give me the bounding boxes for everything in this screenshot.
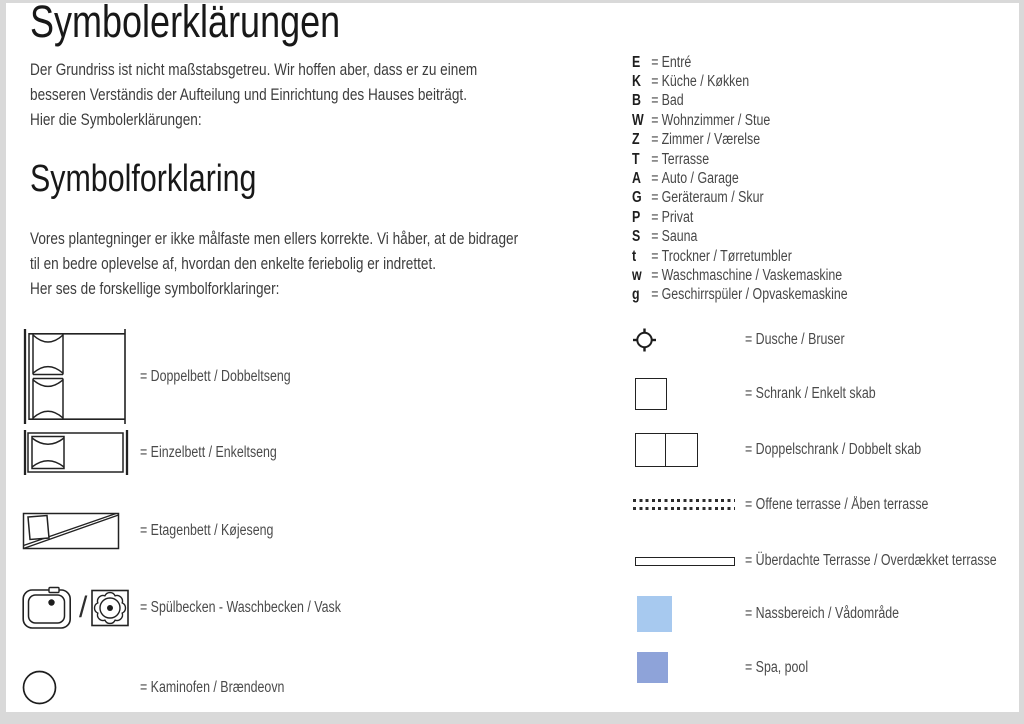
- equals-sign: =: [651, 208, 659, 226]
- symbol-cell: [632, 433, 745, 467]
- wood-stove-icon: [22, 670, 57, 705]
- letter-code-row-terrasse: [632, 150, 848, 169]
- code-letter: G: [632, 189, 642, 207]
- german-title: Symbolerklärungen: [30, 0, 341, 47]
- symbol-label: = Offene terrasse / Åben terrasse: [745, 495, 929, 513]
- symbol-cell: [22, 329, 140, 424]
- symbol-cell: [632, 378, 745, 410]
- code-label: Wohnzimmer / Stue: [661, 111, 771, 129]
- text-line: Vores plantegninger er ikke målfaste men ellers korrekte. Vi håber, at de bidrager: [30, 229, 519, 248]
- equals-sign: =: [651, 73, 659, 91]
- code-label: Geschirrspüler / Opvaskemaskine: [661, 286, 848, 304]
- single-bed-icon: [22, 430, 130, 475]
- letter-code-row-waschmaschine: [632, 266, 848, 285]
- code-letter: t: [632, 247, 637, 265]
- symbol-cell: [22, 670, 140, 705]
- symbol-cell: [22, 430, 140, 475]
- symbol-label: = Spa, pool: [745, 658, 809, 676]
- legend-row-wet-area: [632, 596, 938, 632]
- washbasin-icon: [91, 589, 129, 627]
- equals-sign: =: [651, 131, 659, 149]
- symbol-cell: [632, 652, 745, 683]
- code-letter: E: [632, 53, 641, 71]
- symbol-label: = Schrank / Enkelt skab: [745, 384, 876, 402]
- symbol-cell: [22, 586, 140, 630]
- symbol-cell: [632, 328, 745, 352]
- symbol-cell: [632, 596, 745, 632]
- legend-row-double-bed: [22, 329, 328, 424]
- wet-area-swatch: [637, 596, 672, 632]
- text-line: Der Grundriss ist nicht maßstabsgetreu. Wir hoffen aber, dass er zu einem: [30, 60, 478, 79]
- letter-code-row-entre: [632, 53, 848, 72]
- text-line: Her ses de forskellige symbolforklaringer:: [30, 279, 280, 298]
- letter-code-row-trockner: [632, 247, 848, 266]
- code-label: Auto / Garage: [661, 170, 739, 188]
- german-intro: [30, 57, 477, 132]
- legend-row-wood-stove: [22, 670, 321, 705]
- code-label: Geräteraum / Skur: [661, 189, 764, 207]
- symbol-label: = Spülbecken - Waschbecken / Vask: [140, 599, 341, 616]
- letter-code-row-bad: [632, 92, 848, 111]
- code-label: Küche / Køkken: [661, 73, 750, 91]
- legend-row-sink: [22, 586, 391, 630]
- bunk-bed-icon: [22, 512, 120, 550]
- code-label: Terrasse: [661, 150, 710, 168]
- code-letter: g: [632, 286, 640, 304]
- symbol-label: = Doppelbett / Dobbeltseng: [140, 367, 291, 385]
- code-label: Waschmaschine / Vaskemaskine: [661, 266, 843, 284]
- double-bed-icon: [22, 329, 129, 424]
- code-letter: T: [632, 150, 640, 168]
- equals-sign: =: [651, 189, 659, 207]
- code-label: Bad: [661, 92, 684, 110]
- code-letter: w: [632, 266, 642, 284]
- legend-row-bunk-bed: [22, 512, 307, 550]
- symbol-label: = Kaminofen / Brændeovn: [140, 678, 285, 696]
- symbol-cell: [22, 512, 140, 550]
- symbol-cell: [632, 557, 745, 566]
- letter-code-row-kueche: [632, 72, 848, 91]
- code-label: Entré: [661, 53, 692, 71]
- legend-row-open-terrace: [632, 495, 974, 513]
- equals-sign: =: [651, 92, 659, 110]
- danish-title: Symbolforklaring: [30, 158, 257, 200]
- text-line: til en bedre oplevelse af, hvordan den enkelte feriebolig er indrettet.: [30, 254, 436, 273]
- symbol-cell: [632, 499, 745, 510]
- equals-sign: =: [651, 228, 659, 246]
- code-letter: K: [632, 73, 641, 91]
- danish-intro: [30, 226, 518, 301]
- spa-pool-swatch: [637, 652, 668, 683]
- letter-code-row-privat: [632, 208, 848, 227]
- legend-row-spa-pool: [632, 652, 824, 683]
- code-letter: P: [632, 208, 641, 226]
- equals-sign: =: [651, 266, 659, 284]
- legend-row-single-cabinet: [632, 377, 908, 410]
- equals-sign: =: [651, 111, 659, 129]
- text-line: Hier die Symbolerklärungen:: [30, 110, 202, 129]
- symbol-label: = Überdachte Terrasse / Overdækket terrasse: [745, 552, 997, 569]
- legend-row-single-bed: [22, 430, 311, 475]
- legend-row-shower: [632, 328, 869, 352]
- code-letter: W: [632, 111, 644, 129]
- equals-sign: =: [651, 170, 659, 188]
- equals-sign: =: [651, 53, 659, 71]
- letter-code-row-geraeteraum: [632, 189, 848, 208]
- symbol-label: = Nassbereich / Vådområde: [745, 605, 900, 622]
- double-cabinet-icon: [635, 433, 698, 467]
- equals-sign: =: [651, 150, 659, 168]
- legend-row-double-cabinet: [632, 433, 965, 467]
- letter-code-row-geschirrspueler: [632, 286, 848, 305]
- code-letter: B: [632, 92, 641, 110]
- symbol-label: = Einzelbett / Enkeltseng: [140, 443, 277, 461]
- legend-row-covered-terrace: [632, 552, 1024, 570]
- letter-code-row-wohnzimmer: [632, 111, 848, 130]
- letter-code-row-sauna: [632, 228, 848, 247]
- letter-code-row-auto: [632, 169, 848, 188]
- equals-sign: =: [651, 286, 659, 304]
- code-label: Trockner / Tørretumbler: [661, 247, 792, 265]
- covered-terrace-icon: [635, 557, 735, 566]
- equals-sign: =: [651, 247, 659, 265]
- code-letter: Z: [632, 131, 640, 149]
- slash-divider: /: [79, 591, 88, 624]
- code-label: Zimmer / Værelse: [661, 131, 761, 149]
- letter-code-list: [632, 53, 848, 305]
- code-label: Privat: [661, 208, 694, 226]
- single-cabinet-icon: [635, 378, 667, 410]
- symbol-label: = Etagenbett / Køjeseng: [140, 522, 274, 539]
- shower-icon: [632, 328, 657, 352]
- open-terrace-icon: [633, 499, 735, 510]
- symbol-label: = Doppelschrank / Dobbelt skab: [745, 441, 922, 458]
- code-letter: S: [632, 228, 641, 246]
- code-label: Sauna: [661, 228, 698, 246]
- symbol-label: = Dusche / Bruser: [745, 331, 845, 348]
- text-line: besseren Verständis der Aufteilung und Einrichtung des Hauses beiträgt.: [30, 85, 467, 104]
- kitchen-sink-icon: [22, 586, 72, 630]
- letter-code-row-zimmer: [632, 131, 848, 150]
- code-letter: A: [632, 170, 641, 188]
